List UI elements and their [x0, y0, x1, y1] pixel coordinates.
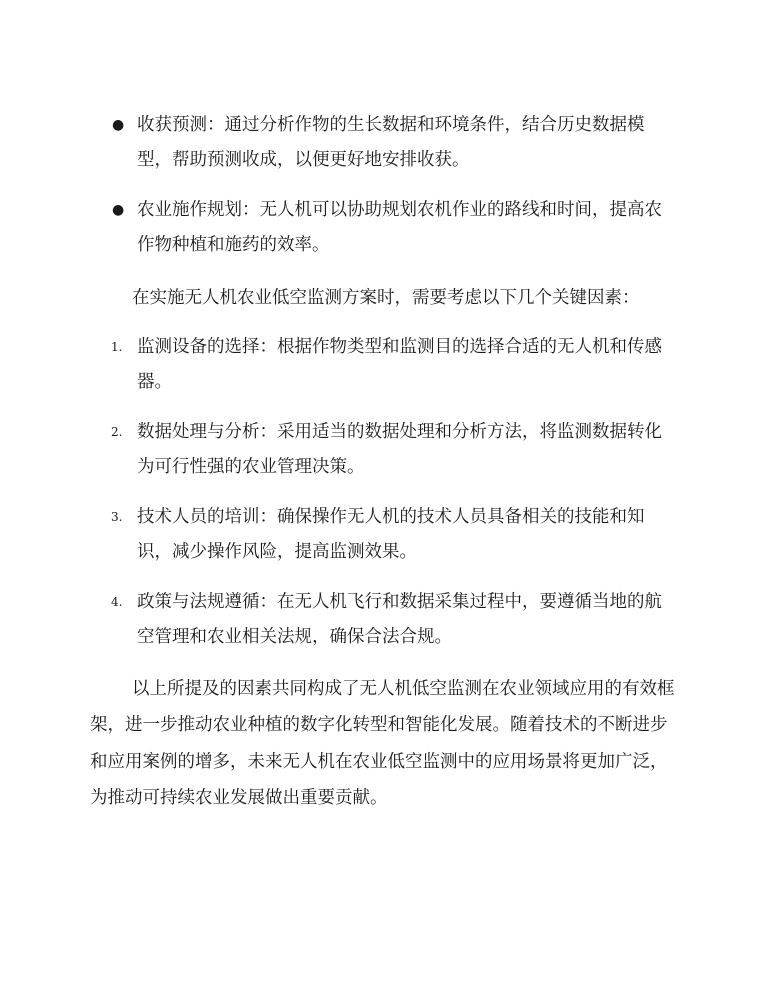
conclusion-paragraph: 以上所提及的因素共同构成了无人机低空监测在农业领域应用的有效框架，进一步推动农业种植的数字化转型和智能化发展。随着技术的不断进步和应用案例的增多，未来无人机在农业低空监测中的应用场景将更加广泛，为推动可持续农业发展做出重要贡献。 [90, 678, 675, 808]
document-body [90, 108, 676, 822]
list-number: 4. [111, 594, 123, 609]
list-number: 1. [111, 339, 123, 354]
numbered-item [90, 500, 676, 570]
numbered-text: 政策与法规遵循：在无人机飞行和数据采集过程中，要遵循当地的航空管理和农业相关法规，确保合法合规。 [137, 591, 662, 647]
intro-paragraph: 在实施无人机农业低空监测方案时，需要考虑以下几个关键因素： [132, 288, 640, 308]
numbered-item [90, 585, 676, 655]
bullet-item [90, 108, 676, 178]
bullet-text: 农业施作规划：无人机可以协助规划农机作业的路线和时间，提高农作物种植和施药的效率。 [137, 200, 662, 255]
numbered-item [90, 330, 676, 400]
numbered-item [90, 415, 676, 485]
numbered-text: 数据处理与分析：采用适当的数据处理和分析方法，将监测数据转化为可行性强的农业管理决策。 [137, 421, 662, 477]
numbered-text: 监测设备的选择：根据作物类型和监测目的选择合适的无人机和传感器。 [137, 336, 662, 392]
bullet-dot-icon: ● [112, 117, 125, 133]
bullet-item [90, 193, 676, 263]
bullet-dot-icon: ● [112, 202, 125, 218]
bullet-text: 收获预测：通过分析作物的生长数据和环境条件，结合历史数据模型，帮助预测收成，以便更好地安排收获。 [137, 115, 645, 170]
numbered-text: 技术人员的培训：确保操作无人机的技术人员具备相关的技能和知识，减少操作风险，提高监测效果。 [137, 506, 645, 562]
list-number: 3. [111, 509, 123, 524]
list-number: 2. [111, 424, 123, 439]
